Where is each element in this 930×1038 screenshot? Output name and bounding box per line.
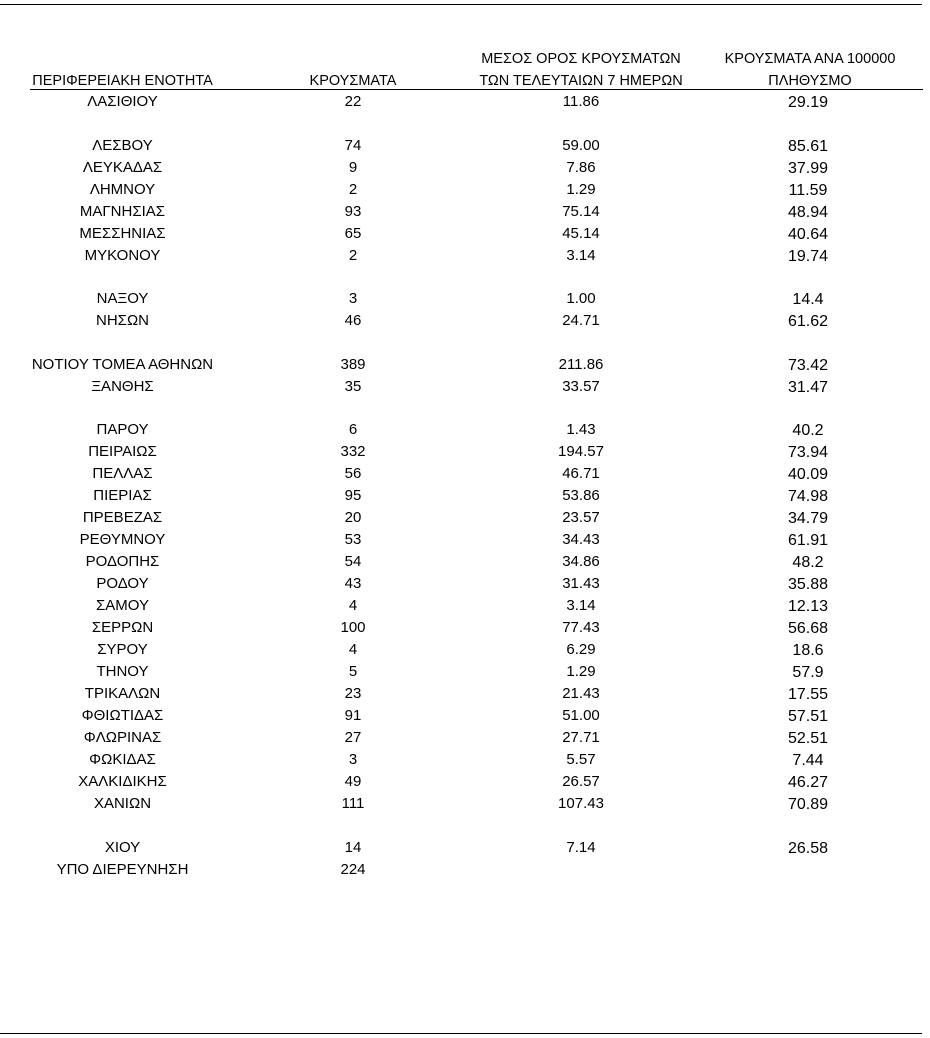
- cell-avg: 1.29: [566, 181, 596, 198]
- cell-avg: 33.57: [562, 378, 600, 395]
- cell-avg: 21.43: [562, 685, 600, 702]
- header-avg-line-1: ΜΕΣΟΣ ΟΡΟΣ ΚΡΟΥΣΜΑΤΩΝ: [481, 51, 681, 67]
- cell-avg: 3.14: [566, 597, 596, 614]
- cell-cases: 74: [344, 137, 362, 154]
- cell-cases: 9: [348, 159, 358, 176]
- cell-cases: 4: [348, 597, 358, 614]
- cell-avg: 77.43: [562, 619, 600, 636]
- cell-avg: 31.43: [562, 575, 600, 592]
- cell-per100k: 46.27: [787, 774, 829, 791]
- cell-cases: 27: [344, 729, 362, 746]
- cell-cases: 5: [348, 663, 358, 680]
- cell-avg: 1.43: [566, 421, 596, 438]
- bottom-rule: [0, 1033, 922, 1034]
- cell-region: ΧΑΛΚΙΔΙΚΗΣ: [78, 773, 167, 790]
- cell-region: ΞΑΝΘΗΣ: [91, 378, 154, 395]
- cell-per100k: 19.74: [787, 248, 829, 265]
- cell-per100k: 73.94: [787, 444, 829, 461]
- cell-cases: 3: [348, 290, 358, 307]
- cell-per100k: 29.19: [787, 94, 829, 111]
- cell-cases: 100: [340, 619, 366, 636]
- cell-cases: 22: [344, 93, 362, 110]
- cell-avg: 107.43: [558, 795, 604, 812]
- cell-per100k: 57.9: [792, 664, 824, 681]
- cell-cases: 23: [344, 685, 362, 702]
- cell-cases: 3: [348, 751, 358, 768]
- cell-avg: 27.71: [562, 729, 600, 746]
- cell-per100k: 57.51: [787, 708, 829, 725]
- header-per100k-line-1: ΚΡΟΥΣΜΑΤΑ ΑΝΑ 100000: [724, 51, 896, 67]
- cell-per100k: 18.6: [792, 642, 824, 659]
- cell-region: ΣΑΜΟΥ: [96, 597, 149, 614]
- cell-cases: 54: [344, 553, 362, 570]
- cell-avg: 34.86: [562, 553, 600, 570]
- cell-cases: 65: [344, 225, 362, 242]
- cell-avg: 34.43: [562, 531, 600, 548]
- cell-per100k: 7.44: [792, 752, 824, 769]
- cell-avg: 26.57: [562, 773, 600, 790]
- cell-cases: 93: [344, 203, 362, 220]
- cell-cases: 46: [344, 312, 362, 329]
- cell-per100k: 35.88: [787, 576, 829, 593]
- cell-region: ΤΡΙΚΑΛΩΝ: [84, 685, 161, 702]
- cell-avg: 7.14: [566, 839, 596, 856]
- cell-region: ΜΥΚΟΝΟΥ: [84, 247, 161, 264]
- cell-per100k: 48.94: [787, 204, 829, 221]
- cell-per100k: 31.47: [787, 379, 829, 396]
- cell-avg: 1.29: [566, 663, 596, 680]
- cell-region: ΠΕΛΛΑΣ: [92, 465, 153, 482]
- cell-per100k: 74.98: [787, 488, 829, 505]
- cell-region: ΝΗΣΩΝ: [96, 312, 149, 329]
- cell-avg: 53.86: [562, 487, 600, 504]
- cell-cases: 6: [348, 421, 358, 438]
- cell-avg: 6.29: [566, 641, 596, 658]
- cell-per100k: 17.55: [787, 686, 829, 703]
- header-per100k-line-2: ΠΛΗΘΥΣΜΟ: [768, 73, 852, 89]
- header-cases-label: ΚΡΟΥΣΜΑΤΑ: [309, 73, 397, 89]
- header-region-label: ΠΕΡΙΦΕΡΕΙΑΚΗ ΕΝΟΤΗΤΑ: [32, 73, 213, 89]
- cell-cases: 20: [344, 509, 362, 526]
- cell-per100k: 34.79: [787, 510, 829, 527]
- cell-per100k: 52.51: [787, 730, 829, 747]
- cell-per100k: 40.64: [787, 226, 829, 243]
- cell-region: ΛΑΣΙΘΙΟΥ: [87, 93, 158, 110]
- cell-region: ΠΕΙΡΑΙΩΣ: [88, 443, 157, 460]
- cell-region: ΠΑΡΟΥ: [96, 421, 149, 438]
- cell-cases: 332: [340, 443, 366, 460]
- cell-avg: 11.86: [562, 93, 600, 110]
- cell-per100k: 26.58: [787, 840, 829, 857]
- cell-avg: 194.57: [558, 443, 604, 460]
- cell-per100k: 85.61: [787, 138, 829, 155]
- cell-region: ΣΕΡΡΩΝ: [91, 619, 154, 636]
- cell-avg: 46.71: [562, 465, 600, 482]
- cell-per100k: 40.2: [792, 422, 824, 439]
- cell-cases: 14: [344, 839, 362, 856]
- cell-region: ΦΛΩΡΙΝΑΣ: [83, 729, 162, 746]
- cell-region: ΧΙΟΥ: [104, 839, 141, 856]
- cell-region: ΡΟΔΟΠΗΣ: [85, 553, 160, 570]
- cell-region: ΛΕΣΒΟΥ: [92, 137, 153, 154]
- cell-cases: 95: [344, 487, 362, 504]
- cell-region: ΠΙΕΡΙΑΣ: [93, 487, 152, 504]
- cell-per100k: 56.68: [787, 620, 829, 637]
- cell-avg: 5.57: [566, 751, 596, 768]
- cell-per100k: 14.4: [792, 291, 824, 308]
- cell-avg: 24.71: [562, 312, 600, 329]
- cell-per100k: 37.99: [787, 160, 829, 177]
- header-avg-line-2: ΤΩΝ ΤΕΛΕΥΤΑΙΩΝ 7 ΗΜΕΡΩΝ: [479, 73, 683, 89]
- cell-region: ΣΥΡΟΥ: [97, 641, 148, 658]
- cell-per100k: 48.2: [792, 554, 824, 571]
- cell-cases: 389: [340, 356, 366, 373]
- cell-region: ΡΟΔΟΥ: [96, 575, 149, 592]
- cell-region: ΛΗΜΝΟΥ: [89, 181, 156, 198]
- cell-region: ΜΕΣΣΗΝΙΑΣ: [79, 225, 166, 242]
- cell-per100k: 12.13: [787, 598, 829, 615]
- cell-avg: 23.57: [562, 509, 600, 526]
- cell-cases: 111: [341, 795, 365, 812]
- cell-per100k: 61.91: [787, 532, 829, 549]
- cell-per100k: 40.09: [787, 466, 829, 483]
- cell-region: ΡΕΘΥΜΝΟΥ: [79, 531, 166, 548]
- cell-cases: 2: [348, 181, 358, 198]
- cell-region: ΦΩΚΙΔΑΣ: [89, 751, 156, 768]
- cell-per100k: 70.89: [787, 796, 829, 813]
- cell-cases: 91: [344, 707, 362, 724]
- cell-cases: 224: [340, 861, 366, 878]
- cell-avg: 45.14: [562, 225, 600, 242]
- cell-per100k: 61.62: [787, 313, 829, 330]
- cell-cases: 56: [344, 465, 362, 482]
- cell-region: ΝΑΞΟΥ: [96, 290, 149, 307]
- cell-avg: 51.00: [562, 707, 600, 724]
- cell-region: ΦΘΙΩΤΙΔΑΣ: [81, 707, 164, 724]
- cell-region: ΝΟΤΙΟΥ ΤΟΜΕΑ ΑΘΗΝΩΝ: [31, 356, 214, 373]
- cell-avg: 59.00: [562, 137, 600, 154]
- cell-cases: 49: [344, 773, 362, 790]
- cell-region: ΠΡΕΒΕΖΑΣ: [82, 509, 163, 526]
- cell-region: ΛΕΥΚΑΔΑΣ: [82, 159, 163, 176]
- cell-region: ΤΗΝΟΥ: [96, 663, 149, 680]
- cell-cases: 43: [344, 575, 362, 592]
- cell-region: ΜΑΓΝΗΣΙΑΣ: [79, 203, 166, 220]
- cell-avg: 1.00: [566, 290, 596, 307]
- cell-cases: 35: [344, 378, 362, 395]
- cell-per100k: 73.42: [787, 357, 829, 374]
- cell-cases: 2: [348, 247, 358, 264]
- cell-region: ΥΠΟ ΔΙΕΡΕΥΝΗΣΗ: [56, 861, 189, 878]
- cell-region: ΧΑΝΙΩΝ: [93, 795, 152, 812]
- cell-avg: 7.86: [566, 159, 596, 176]
- cell-avg: 75.14: [562, 203, 600, 220]
- cell-avg: 3.14: [566, 247, 596, 264]
- cell-cases: 53: [344, 531, 362, 548]
- cell-per100k: 11.59: [788, 182, 828, 199]
- cell-avg: 211.86: [558, 356, 604, 373]
- cell-cases: 4: [348, 641, 358, 658]
